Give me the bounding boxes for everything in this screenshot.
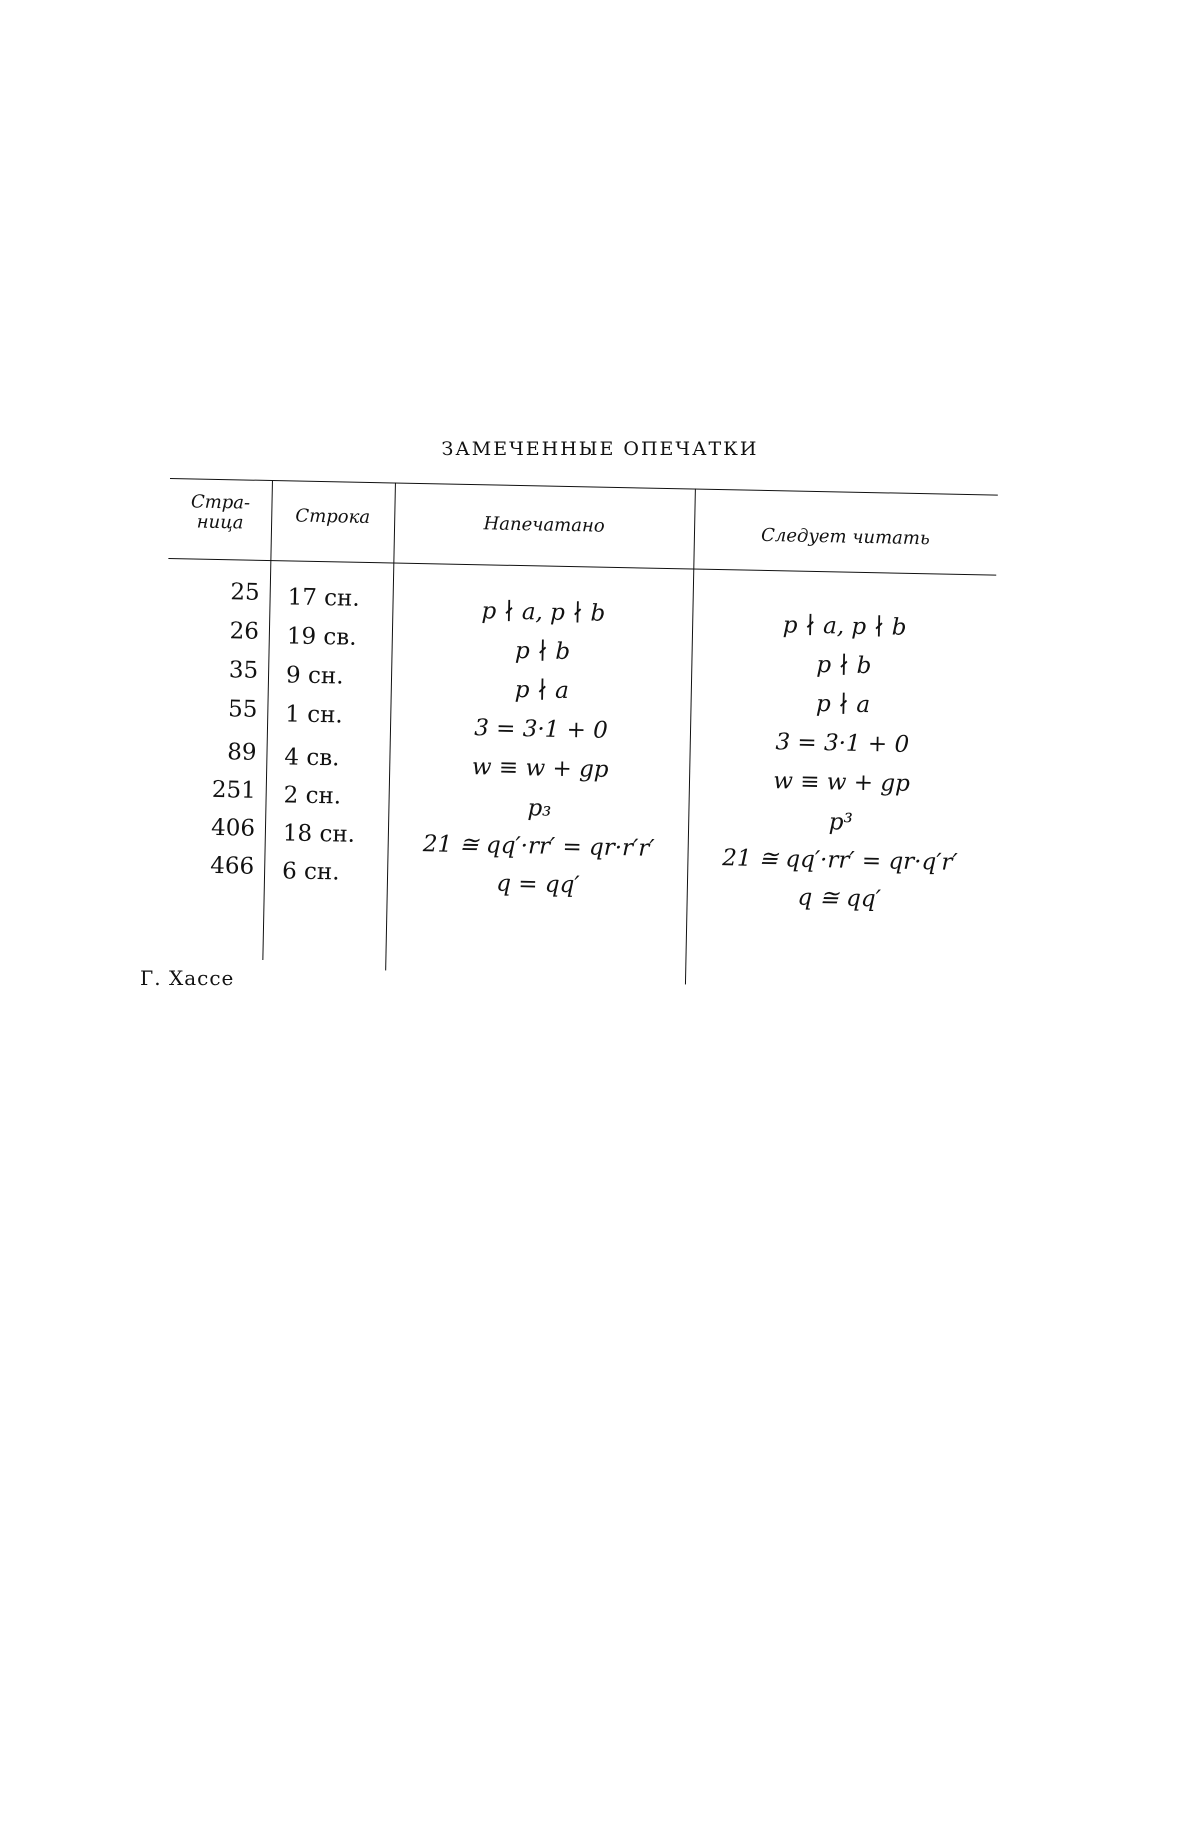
header-page-line2: ница — [196, 511, 244, 534]
header-page-line1: Стра- — [190, 491, 251, 514]
header-line: Строка — [295, 505, 371, 529]
page-cell: 35 — [228, 657, 259, 684]
printed-cell: 21 ≅ qq′·rr′ = qr·r′r′ — [422, 831, 655, 862]
page-cell: 89 — [226, 739, 257, 766]
page-cell: 406 — [210, 814, 256, 842]
errata-title: ЗАМЕЧЕННЫЕ ОПЕЧАТКИ — [441, 438, 759, 460]
page-cell: 251 — [211, 776, 257, 804]
read-cell: 21 ≅ qq′·rr′ = qr·q′r′ — [722, 845, 958, 876]
header-printed: Напечатано — [483, 513, 605, 537]
printed-cell: p₃ — [527, 795, 552, 822]
table-top-rule — [170, 478, 998, 496]
read-cell: w ≡ w + gp — [772, 768, 911, 797]
line-cell: 19 св. — [286, 623, 357, 651]
errata-table — [160, 478, 998, 995]
column-printed — [387, 597, 693, 983]
line-cell: 6 сн. — [281, 858, 340, 886]
line-cell: 17 сн. — [287, 584, 360, 612]
line-cell: 18 сн. — [282, 820, 356, 848]
printed-cell: p ∤ b — [514, 637, 571, 666]
line-cell: 2 сн. — [283, 782, 342, 810]
read-cell: 3 = 3·1 + 0 — [775, 729, 910, 758]
page-cell: 466 — [210, 852, 255, 880]
column-line — [280, 584, 388, 966]
signature: Г. Хассе — [140, 966, 235, 990]
column-page — [160, 578, 260, 960]
page-cell: 26 — [229, 618, 260, 645]
line-cell: 1 сн. — [285, 701, 343, 729]
printed-cell: p ∤ a — [514, 676, 570, 705]
header-page — [169, 492, 272, 534]
column-divider-1 — [262, 480, 273, 960]
printed-cell: w ≡ w + gp — [471, 754, 609, 783]
table-header-rule — [168, 558, 996, 576]
read-cell: p ∤ a, p ∤ b — [782, 612, 907, 641]
read-cell: p ∤ a — [815, 691, 871, 719]
printed-cell: q = qq′ — [496, 870, 580, 899]
page-cell: 25 — [230, 579, 260, 606]
printed-cell: 3 = 3·1 + 0 — [473, 715, 609, 744]
line-cell: 9 сн. — [285, 662, 344, 690]
read-cell: p ∤ b — [816, 652, 872, 680]
line-cell: 4 св. — [284, 744, 340, 772]
page-cell: 55 — [227, 696, 258, 723]
read-cell: q ≅ qq′ — [797, 884, 882, 913]
read-cell: p³ — [828, 809, 853, 836]
header-read: Следует читать — [760, 524, 930, 550]
column-read — [687, 611, 996, 997]
printed-cell: p ∤ a, p ∤ b — [481, 598, 606, 627]
